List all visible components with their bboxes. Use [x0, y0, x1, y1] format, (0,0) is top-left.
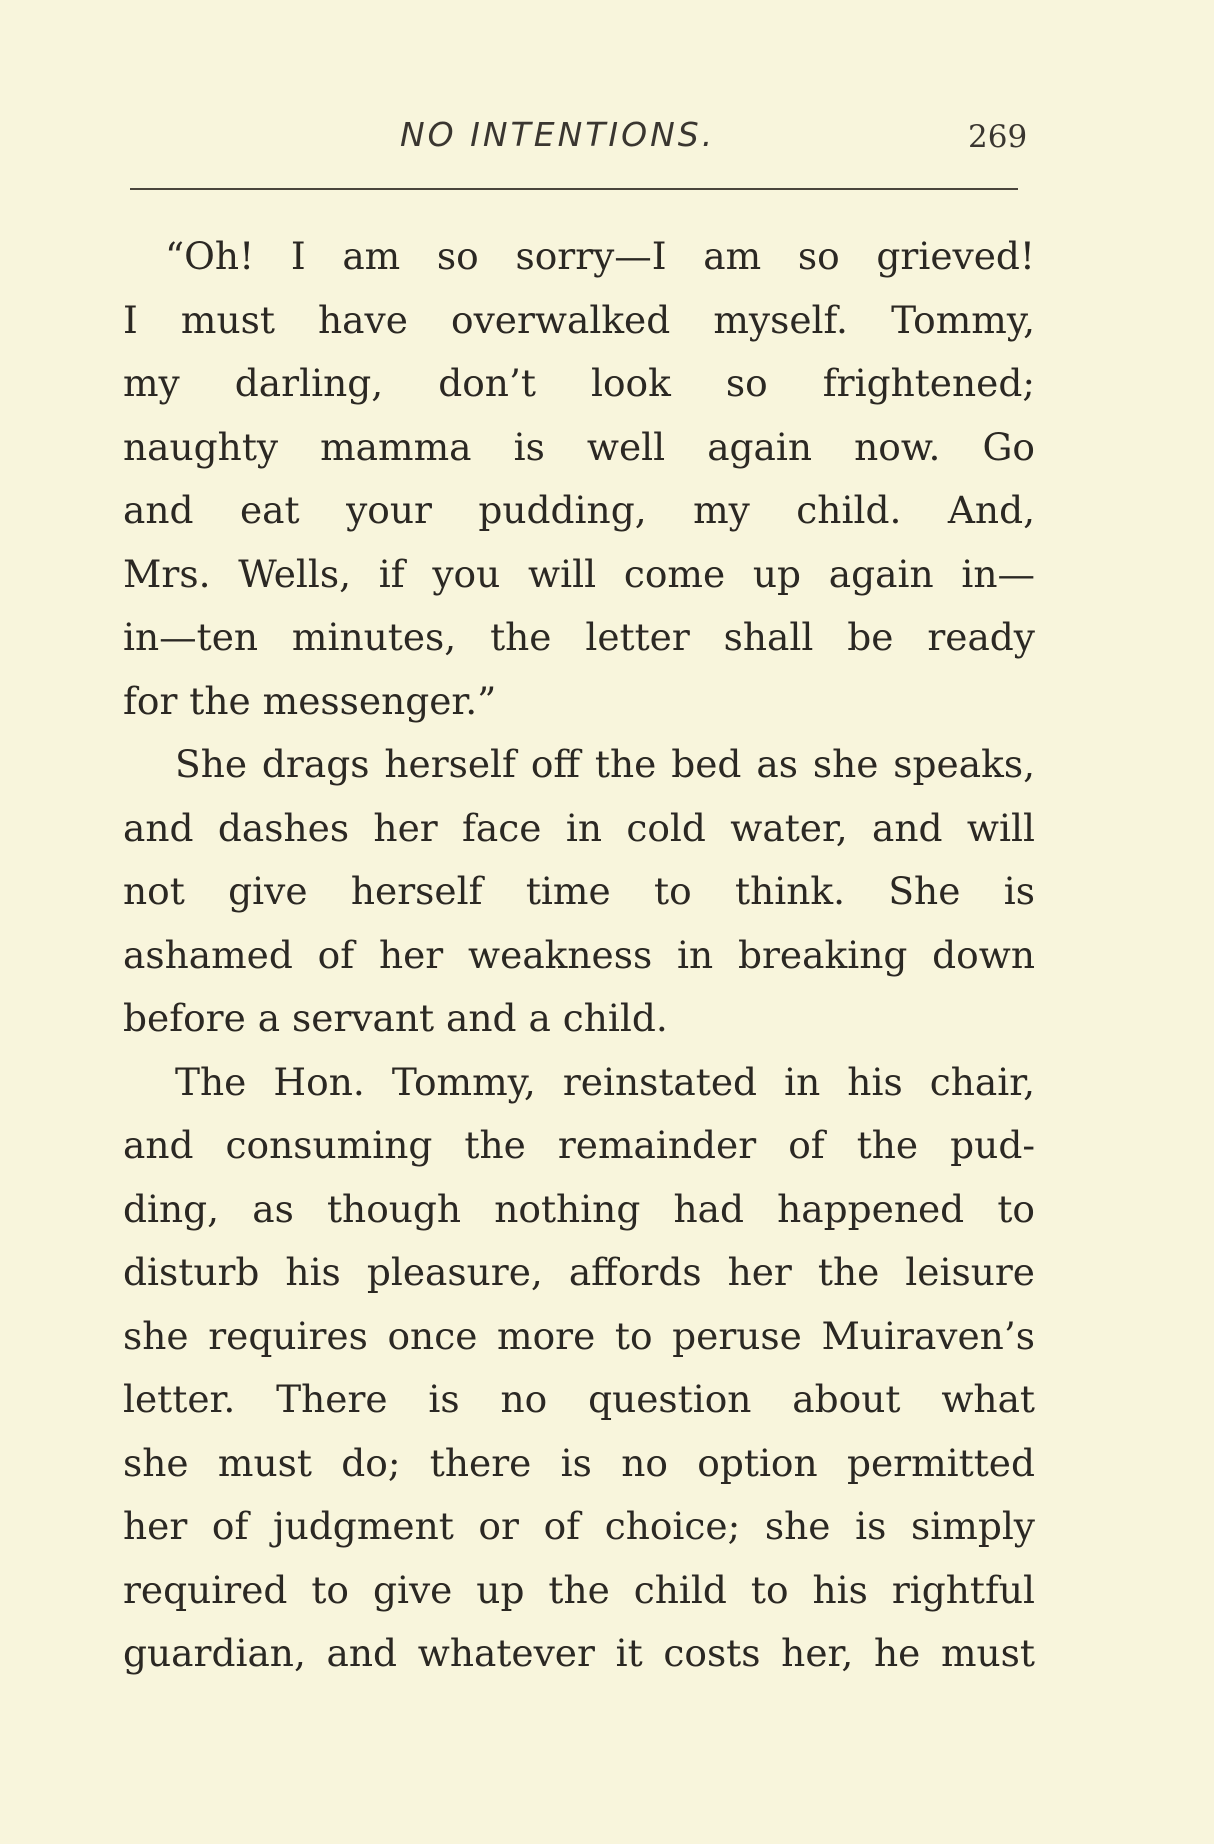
running-head — [0, 115, 1214, 165]
text-line: her of judgment or of choice; she is simply — [123, 1504, 1035, 1548]
text-line: and consuming the remainder of the pud- — [123, 1123, 1035, 1167]
text-line: my darling, don’t look so frightened; — [123, 361, 1035, 405]
text-line: not give herself time to think. She is — [123, 869, 1035, 913]
text-line: she must do; there is no option permitted — [123, 1440, 1035, 1485]
text-line: before a servant and a child. — [123, 996, 668, 1040]
text-line: required to give up the child to his rightful — [123, 1567, 1035, 1612]
text-line: for the messenger.” — [123, 678, 497, 723]
text-line: she requires once more to peruse Muiraven’s — [123, 1313, 1035, 1358]
text-line: ding, as though nothing had happened to — [123, 1186, 1035, 1231]
running-title: NO INTENTIONS. — [400, 115, 716, 154]
text-line: ashamed of her weakness in breaking down — [123, 932, 1035, 977]
text-line: disturb his pleasure, affords her the leisure — [123, 1250, 1035, 1294]
text-line: She drags herself off the bed as she speaks, — [175, 742, 1035, 786]
text-line: in—ten minutes, the letter shall be ready — [123, 615, 1035, 659]
text-line: guardian, and whatever it costs her, he must — [123, 1631, 1035, 1675]
text-line: The Hon. Tommy, reinstated in his chair, — [175, 1059, 1035, 1104]
page-number: 269 — [968, 119, 1028, 155]
text-line: “Oh! I am so sorry—I am so grieved! — [165, 234, 1035, 278]
text-line: I must have overwalked myself. Tommy, — [123, 297, 1035, 342]
body-text — [123, 225, 1035, 1686]
text-line: and dashes her face in cold water, and will — [123, 805, 1035, 850]
text-line: naughty mamma is well again now. Go — [123, 424, 1035, 469]
text-line: letter. There is no question about what — [123, 1377, 1035, 1421]
text-line: and eat your pudding, my child. And, — [123, 488, 1035, 532]
text-line: Mrs. Wells, if you will come up again in— — [123, 551, 1035, 596]
header-rule — [130, 188, 1018, 190]
